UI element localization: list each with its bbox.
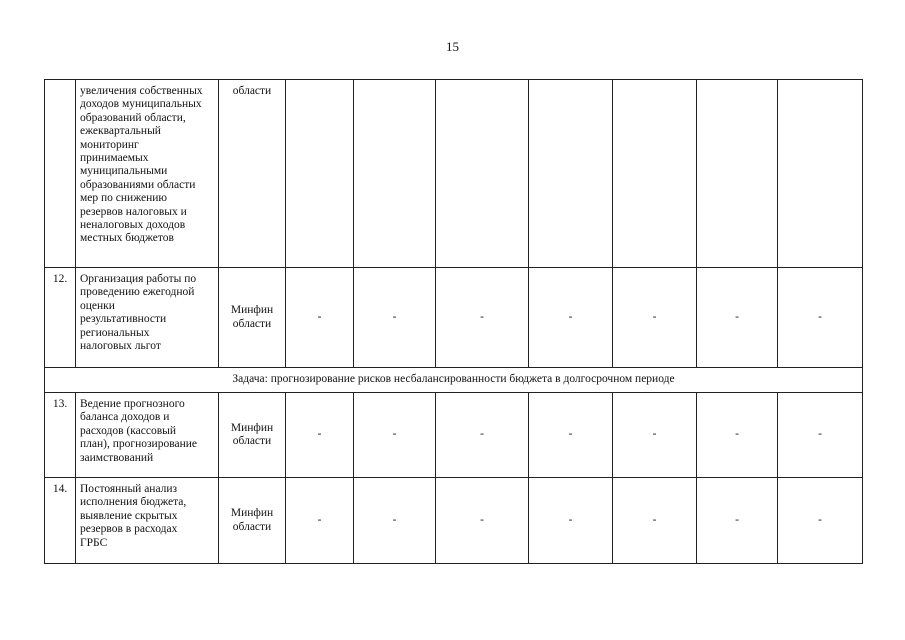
task-row: [45, 368, 863, 393]
value-cell: -: [697, 268, 778, 368]
row-description: [76, 393, 219, 478]
value-cell: -: [529, 478, 613, 564]
description-line: налоговых льгот: [80, 340, 161, 353]
description-line: ГРБС: [80, 536, 108, 549]
value-cell: [778, 80, 863, 268]
row-description: [76, 478, 219, 564]
row-number: 13.: [45, 393, 76, 478]
executor-line: области: [232, 435, 272, 447]
row-executor: [219, 80, 286, 268]
value-cell: -: [436, 393, 529, 478]
table-row: [45, 393, 863, 478]
row-number: 14.: [45, 478, 76, 564]
value-cell: -: [529, 393, 613, 478]
description-line: результативности: [80, 313, 167, 326]
description-line: Ведение прогнозного: [80, 398, 185, 410]
value-cell: -: [286, 268, 354, 368]
description-line: проведению ежегодной: [80, 286, 195, 299]
description-line: расходов (кассовый: [80, 424, 177, 437]
description-line: региональных: [80, 326, 150, 339]
description-line: Постоянный анализ: [80, 483, 178, 495]
value-cell: [697, 80, 778, 268]
page-number: 15: [446, 39, 459, 54]
description-line: резервов в расходах: [80, 523, 178, 536]
table-row: [45, 268, 863, 368]
value-cell: -: [436, 268, 529, 368]
row-executor: [219, 268, 286, 368]
row-number: [45, 80, 76, 268]
description-line: образований области,: [80, 111, 186, 124]
description-line: ежеквартальный: [80, 125, 161, 138]
description-line: Организация работы по: [80, 273, 197, 285]
description-line: оценки: [80, 299, 115, 312]
value-cell: -: [286, 478, 354, 564]
description-line: мер по снижению: [80, 192, 167, 205]
description-line: исполнения бюджета,: [80, 496, 187, 509]
description-line: образованиями области: [80, 178, 196, 191]
executor-line: Минфин: [230, 304, 274, 317]
value-cell: -: [286, 393, 354, 478]
value-cell: -: [354, 268, 436, 368]
value-cell: [286, 80, 354, 268]
value-cell: -: [778, 268, 863, 368]
description-line: увеличения собственных: [80, 85, 203, 97]
value-cell: -: [613, 268, 697, 368]
row-description: [76, 80, 219, 268]
value-cell: -: [697, 393, 778, 478]
description-line: муниципальными: [80, 165, 168, 178]
row-executor: [219, 478, 286, 564]
table-row: [45, 80, 863, 268]
description-line: доходов муниципальных: [80, 98, 202, 111]
executor-line: области: [232, 85, 272, 97]
description-line: резервов налоговых и: [80, 205, 187, 218]
table-row: [45, 478, 863, 564]
value-cell: -: [778, 478, 863, 564]
row-executor: [219, 393, 286, 478]
description-line: баланса доходов и: [80, 411, 170, 424]
measures-table: [44, 79, 863, 564]
executor-line: области: [232, 317, 272, 330]
description-line: принимаемых: [80, 152, 149, 165]
value-cell: [436, 80, 529, 268]
row-description: [76, 268, 219, 368]
value-cell: -: [529, 268, 613, 368]
description-line: мониторинг: [80, 138, 139, 151]
value-cell: [354, 80, 436, 268]
value-cell: -: [613, 393, 697, 478]
description-line: неналоговых доходов: [80, 219, 186, 232]
row-number: 12.: [45, 268, 76, 368]
value-cell: [613, 80, 697, 268]
task-heading: Задача: прогнозирование рисков несбалансированности бюджета в долгосрочном периоде: [45, 368, 863, 393]
description-line: местных бюджетов: [80, 232, 174, 245]
executor-line: области: [232, 520, 272, 533]
value-cell: -: [436, 478, 529, 564]
value-cell: -: [778, 393, 863, 478]
description-line: выявление скрытых: [80, 509, 178, 522]
value-cell: -: [613, 478, 697, 564]
value-cell: [529, 80, 613, 268]
executor-line: Минфин: [230, 421, 274, 434]
value-cell: -: [354, 393, 436, 478]
description-line: заимствований: [80, 451, 154, 464]
description-line: план), прогнозирование: [80, 438, 197, 451]
value-cell: -: [354, 478, 436, 564]
value-cell: -: [697, 478, 778, 564]
executor-line: Минфин: [230, 507, 274, 520]
